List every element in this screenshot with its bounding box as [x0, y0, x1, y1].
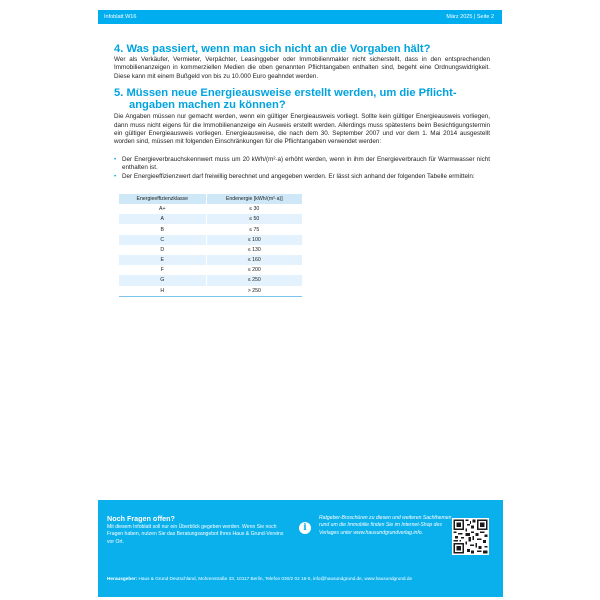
table-row — [119, 235, 302, 245]
questions-title: Noch Fragen offen? — [107, 514, 175, 523]
table-row — [119, 286, 302, 297]
cell-energy: ≤ 130 — [206, 245, 302, 255]
publisher-text: Haus & Grund Deutschland, Mohrenstraße 33, 10117 Berlin, Telefon 030/2 02 16-0, info@hausundgrund.de, www.hausundgrund.de — [138, 576, 413, 581]
cell-class: C — [119, 235, 206, 245]
page-footer — [98, 500, 503, 597]
section-4-title: 4. Was passiert, wenn man sich nicht an die Vorgaben hält? — [114, 43, 431, 55]
info-icon: i — [299, 522, 311, 534]
document-id: Infoblatt W16 — [104, 14, 137, 20]
qr-code-graphic — [452, 518, 489, 555]
section-5-title-line2: angaben machen zu können? — [129, 99, 286, 112]
publisher-line — [107, 576, 412, 581]
list-item-text: Der Energieeffizienzwert darf freiwillig berechnet und angegeben werden. Er lässt sich anhand der folgenden Tabelle ermitteln: — [122, 172, 475, 180]
list-item-text: Der Energieverbrauchskennwert muss um 20 kWh/(m²·a) erhöht werden, wenn in ihm der Energieverbrauch für Warmwasser nicht enthalten ist. — [122, 155, 490, 172]
cell-class: G — [119, 275, 206, 285]
section-5 — [114, 87, 490, 297]
table-row — [119, 245, 302, 255]
cell-energy: > 250 — [206, 286, 302, 297]
bullet-icon: • — [114, 172, 117, 180]
page-header-bar — [98, 10, 502, 24]
bullet-icon: • — [114, 155, 117, 163]
qr-code-icon[interactable] — [452, 518, 489, 555]
info-text: Ratgeber-Broschüren zu diesen und weiteren Sachthemen rund um die Immobilie finden Sie im Internet-Shop des Verlages unter www.hausundgrundverlag.info. — [319, 515, 452, 536]
cell-class: A — [119, 214, 206, 224]
bullet-list — [114, 156, 490, 181]
cell-class: F — [160, 267, 164, 274]
section-5-title — [114, 87, 490, 111]
section-5-body: Die Angaben müssen nur gemacht werden, wenn ein gültiger Energieausweis vorliegt. Sollte kein gültiger Energieausweis vorliegen, dann muss nicht eigens für die Immobilienanzeige ein Ausweis erstellt werden. Allerdings muss spätestens beim Besichtigungstermin ein gültiger Energieausweis vorliegen. Energieausweise, die nach dem 30. September 2007 und vor dem 1. Mai 2014 ausgestellt worden sind, müssen mit folgenden Einschränkungen für die Pflichtangaben verwendet werden: — [114, 113, 490, 146]
table-row — [119, 204, 302, 214]
cell-class: D — [160, 246, 165, 253]
cell-energy: ≤ 200 — [206, 265, 302, 275]
publisher-label: Herausgeber: — [107, 576, 138, 581]
table-row — [119, 265, 302, 275]
column-header-energy: Endenergie [kWh/(m²·a)] — [206, 194, 302, 204]
table-row — [119, 255, 302, 265]
cell-energy: ≤ 250 — [206, 275, 302, 285]
cell-energy: ≤ 50 — [206, 214, 302, 224]
table-row — [119, 275, 302, 285]
cell-class: B — [160, 226, 165, 233]
column-header-class: Energieeffizienzklasse — [119, 194, 206, 204]
date-page: März 2025 | Seite 2 — [446, 14, 494, 20]
cell-class: E — [119, 255, 206, 265]
cell-energy: ≤ 100 — [206, 235, 302, 245]
section-4 — [114, 43, 490, 81]
cell-class: A+ — [159, 206, 166, 213]
list-item — [114, 173, 490, 181]
energy-class-table — [119, 194, 302, 297]
cell-class: H — [119, 286, 206, 297]
cell-energy: ≤ 75 — [206, 224, 302, 234]
section-5-title-line1: 5. Müssen neue Energieausweise erstellt werden, um die Pflicht- — [114, 87, 457, 100]
section-4-body: Wer als Verkäufer, Vermieter, Verpächter, Leasinggeber oder Immobilienmakler nicht sicherstellt, dass in den entsprechenden Immobilienanzeigen in kommerziellen Medien die oben genannten Pflichtangaben enthalten sind, begeht eine Ordnungswidrigkeit. Diese kann mit einem Bußgeld von bis zu 10.000 Euro geahndet werden. — [114, 56, 490, 80]
list-item — [114, 156, 490, 173]
table-row — [119, 224, 302, 234]
questions-text: Mit diesem Infoblatt soll nur ein Überblick gegeben werden. Wenn Sie noch Fragen haben, nutzen Sie das Beratungsangebot Ihres Haus & Grund-Vereins vor Ort. — [107, 524, 284, 545]
table-header-row — [119, 194, 302, 204]
table-row — [119, 214, 302, 224]
cell-energy: ≤ 30 — [206, 204, 302, 214]
page-content — [114, 43, 490, 297]
cell-energy: ≤ 160 — [206, 255, 302, 265]
